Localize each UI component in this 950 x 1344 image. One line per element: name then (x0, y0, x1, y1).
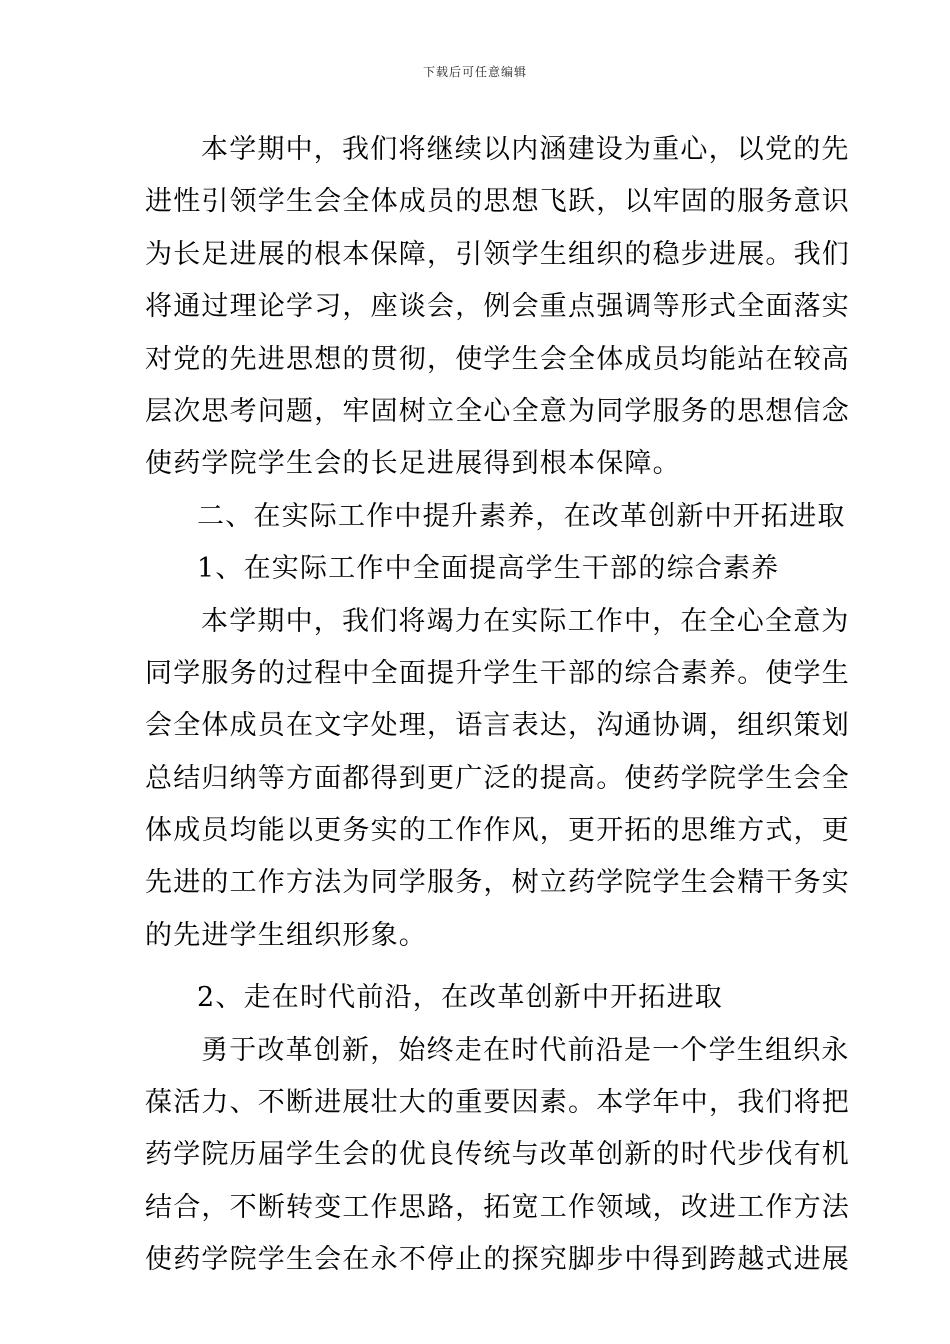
document-body (145, 124, 850, 1287)
paragraph-3-line-2: 葆活力、不断进展壮大的重要因素。本学年中，我们将把 (145, 1087, 850, 1119)
paragraph-2-line-6: 先进的工作方法为同学服务，树立药学院学生会精干务实 (145, 867, 850, 899)
paragraph-2-line-1: 本学期中，我们将竭力在实际工作中，在全心全意为 (201, 605, 850, 637)
paragraph-3-line-1: 勇于改革创新，始终走在时代前沿是一个学生组织永 (201, 1034, 850, 1066)
paragraph-1-line-1: 本学期中，我们将继续以内涵建设为重心，以党的先 (201, 134, 850, 165)
paragraph-3-line-5: 使药学院学生会在永不停止的探究脚步中得到跨越式进展 (145, 1244, 850, 1276)
paragraph-2-line-3: 会全体成员在文字处理，语言表达，沟通协调，组织策划 (145, 710, 850, 742)
paragraph-1-line-7: 使药学院学生会的长足进展得到根本保障。 (145, 448, 681, 480)
paragraph-2-line-7: 的先进学生组织形象。 (145, 919, 427, 951)
paragraph-1-line-2: 进性引领学生会全体成员的思想飞跃，以牢固的服务意识 (145, 186, 850, 218)
section-heading-2: 二、在实际工作中提升素养，在改革创新中开拓进取 (197, 500, 846, 532)
subheading-2: 2、走在时代前沿，在改革创新中开拓进取 (197, 982, 723, 1014)
page-header: 下载后可任意编辑 (422, 65, 527, 79)
paragraph-2-line-5: 体成员均能以更务实的工作作风，更开拓的思维方式，更 (145, 815, 850, 847)
paragraph-spacer (145, 962, 809, 972)
paragraph-2-line-2: 同学服务的过程中全面提升学生干部的综合素养。使学生 (145, 657, 850, 689)
paragraph-1-line-6: 层次思考问题，牢固树立全心全意为同学服务的思想信念 (145, 395, 850, 427)
paragraph-1-line-3: 为长足进展的根本保障，引领学生组织的稳步进展。我们 (145, 238, 850, 270)
subheading-1: 1、在实际工作中全面提高学生干部的综合素养 (197, 553, 780, 585)
paragraph-1-line-5: 对党的先进思想的贯彻，使学生会全体成员均能站在较高 (145, 343, 850, 375)
paragraph-1-line-4: 将通过理论学习，座谈会，例会重点强调等形式全面落实 (145, 291, 850, 323)
paragraph-3-line-3: 药学院历届学生会的优良传统与改革创新的时代步伐有机 (145, 1139, 850, 1171)
paragraph-2-line-4: 总结归纳等方面都得到更广泛的提高。使药学院学生会全 (145, 762, 850, 794)
paragraph-3-line-4: 结合，不断转变工作思路，拓宽工作领域，改进工作方法 (145, 1191, 850, 1223)
